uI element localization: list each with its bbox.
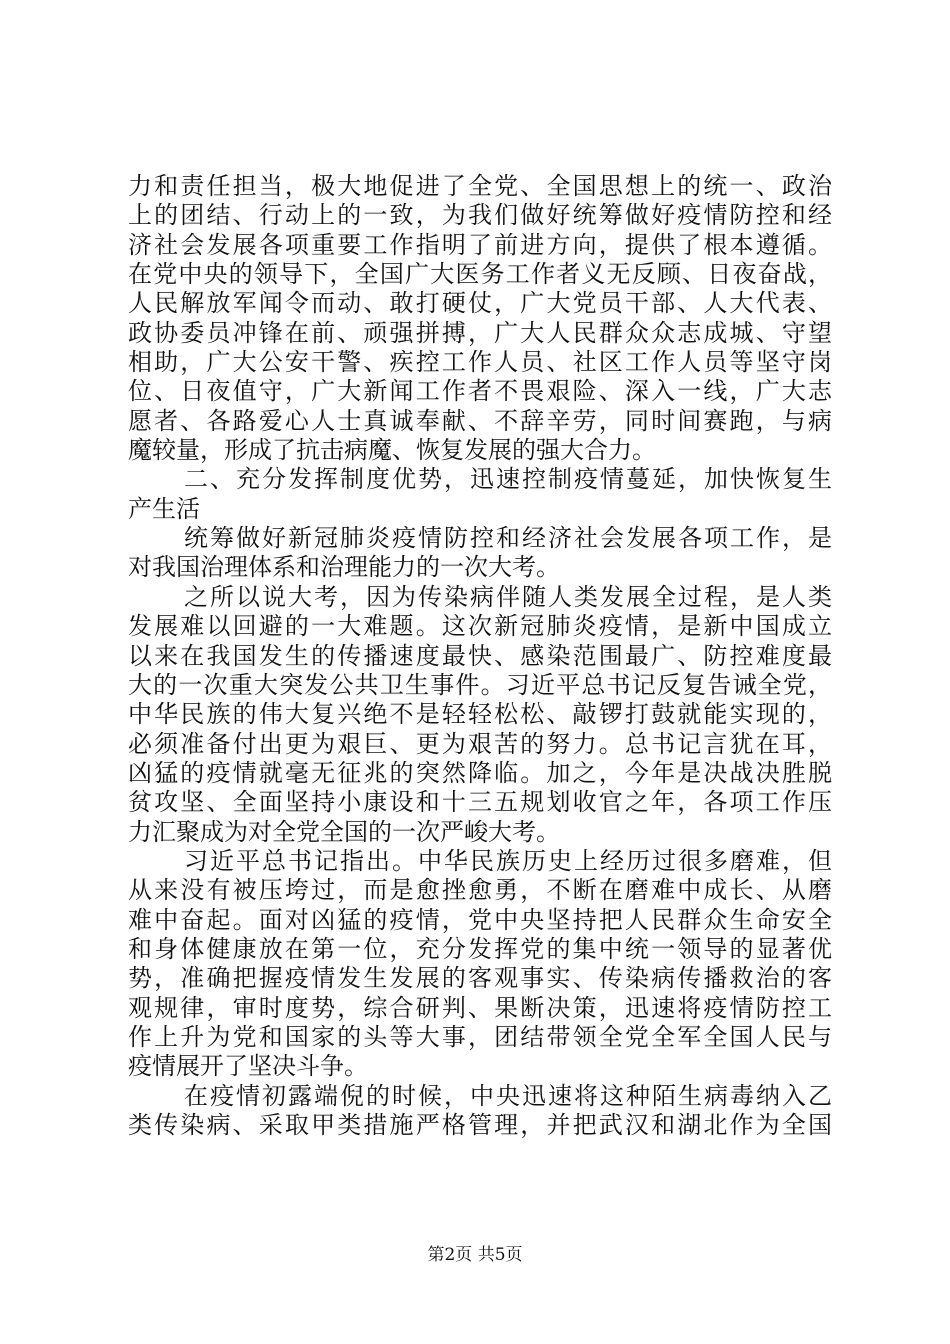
text-line: 上的团结、行动上的一致，为我们做好统筹做好疫情防控和经 [128, 201, 832, 230]
text-line: 和身体健康放在第一位，充分发挥党的集中统一领导的显著优 [128, 934, 832, 963]
text-line: 政协委员冲锋在前、顽强拼搏，广大人民群众众志成城、守望 [128, 318, 832, 347]
text-line: 疫情展开了坚决斗争。 [128, 1052, 368, 1081]
text-line: 从来没有被压垮过，而是愈挫愈勇，不断在磨难中成长、从磨 [128, 876, 832, 905]
text-line: 魔较量，形成了抗击病魔、恢复发展的强大合力。 [128, 436, 656, 465]
section-heading-line: 产生活 [128, 494, 200, 523]
text-line: 贫攻坚、全面坚持小康设和十三五规划收官之年，各项工作压 [128, 788, 832, 817]
text-line: 人民解放军闻令而动、敢打硬仗，广大党员干部、人大代表、 [128, 289, 832, 318]
text-line: 必须准备付出更为艰巨、更为艰苦的努力。总书记言犹在耳， [128, 729, 832, 758]
text-line: 习近平总书记指出。中华民族历史上经历过很多磨难，但 [184, 846, 832, 875]
text-line: 以来在我国发生的传播速度最快、感染范围最广、防控难度最 [128, 641, 832, 670]
text-line: 类传染病、采取甲类措施严格管理，并把武汉和湖北作为全国 [128, 1111, 832, 1139]
text-line: 发展难以回避的一大难题。这次新冠肺炎疫情，是新中国成立 [128, 612, 832, 641]
text-line: 中华民族的伟大复兴绝不是轻轻松松、敲锣打鼓就能实现的， [128, 700, 832, 729]
text-line: 大的一次重大突发公共卫生事件。习近平总书记反复告诫全党， [128, 670, 832, 699]
document-body [128, 172, 832, 1140]
text-line: 对我国治理体系和治理能力的一次大考。 [128, 553, 560, 582]
section-heading-line: 二、充分发挥制度优势，迅速控制疫情蔓延，加快恢复生 [184, 465, 832, 494]
text-line: 难中奋起。面对凶猛的疫情，党中央坚持把人民群众生命安全 [128, 905, 832, 934]
text-line: 势，准确把握疫情发生发展的客观事实、传染病传播救治的客 [128, 964, 832, 993]
text-line: 力和责任担当，极大地促进了全党、全国思想上的统一、政治 [128, 172, 832, 200]
page-footer [0, 1244, 950, 1266]
text-line: 在党中央的领导下，全国广大医务工作者义无反顾、日夜奋战， [128, 260, 832, 289]
page-number-indicator: 第2页 共5页 [427, 1245, 523, 1265]
text-line: 济社会发展各项重要工作指明了前进方向，提供了根本遵循。 [128, 230, 832, 259]
text-line: 观规律，审时度势，综合研判、果断决策，迅速将疫情防控工 [128, 993, 832, 1022]
text-line: 作上升为党和国家的头等大事，团结带领全党全军全国人民与 [128, 1022, 832, 1051]
text-line: 之所以说大考，因为传染病伴随人类发展全过程，是人类 [184, 582, 832, 611]
text-line: 力汇聚成为对全党全国的一次严峻大考。 [128, 817, 560, 846]
text-line: 愿者、各路爱心人士真诚奉献、不辞辛劳，同时间赛跑，与病 [128, 406, 832, 435]
text-line: 相助，广大公安干警、疾控工作人员、社区工作人员等坚守岗 [128, 348, 832, 377]
text-line: 统筹做好新冠肺炎疫情防控和经济社会发展各项工作，是 [184, 524, 832, 553]
text-line: 凶猛的疫情就毫无征兆的突然降临。加之，今年是决战决胜脱 [128, 758, 832, 787]
text-line: 位、日夜值守，广大新闻工作者不畏艰险、深入一线，广大志 [128, 377, 832, 406]
text-line: 在疫情初露端倪的时候，中央迅速将这种陌生病毒纳入乙 [184, 1081, 832, 1110]
